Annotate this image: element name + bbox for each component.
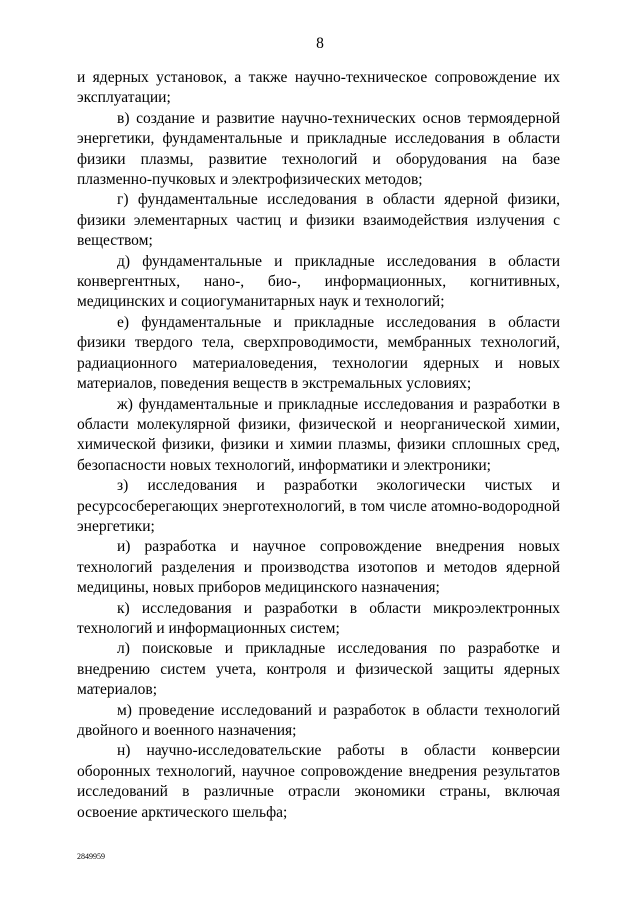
paragraph-continuation: и ядерных установок, а также научно-техническое сопровождение их эксплуатации; [77, 69, 560, 107]
paragraph-item-m: м) проведение исследований и разработок в области технологий двойного и военного назначения; [77, 701, 560, 739]
paragraph-item-e: е) фундаментальные и прикладные исследования в области физики твердого тела, сверхпроводимости, мембранных технологий, радиационного материаловедения, технологии ядерных и новых материалов, поведения веществ в экстремальных условиях; [77, 313, 560, 393]
document-body [77, 68, 560, 823]
page-number: 8 [316, 35, 324, 52]
paragraph-item-z: з) исследования и разработки экологически чистых и ресурсосберегающих энерготехнологий, в том числе атомно-водородной энергетики; [77, 477, 560, 535]
paragraph-item-d: д) фундаментальные и прикладные исследования в области конвергентных, нано-, био-, информационных, когнитивных, медицинских и социогуманитарных наук и технологий; [77, 252, 560, 311]
paragraph-item-v: в) создание и развитие научно-технических основ термоядерной энергетики, фундаментальные и прикладные исследования в области физики плазмы, развитие технологий и оборудования на базе плазменно-пучковых и электрофизических методов; [77, 109, 560, 189]
paragraph-item-i: и) разработка и научное сопровождение внедрения новых технологий разделения и производства изотопов и методов ядерной медицины, новых приборов медицинского назначения; [77, 538, 560, 597]
paragraph-item-g: г) фундаментальные исследования в области ядерной физики, физики элементарных частиц и физики взаимодействия излучения с веществом; [77, 191, 560, 250]
document-code: 2849959 [77, 852, 105, 861]
paragraph-item-zh: ж) фундаментальные и прикладные исследования и разработки в области молекулярной физики, физической и неорганической химии, химической физики, физики и химии плазмы, физики сплошных сред, безопасности новых технологий, информатики и электроники; [77, 395, 560, 474]
paragraph-item-k: к) исследования и разработки в области микроэлектронных технологий и информационных систем; [77, 599, 560, 637]
paragraph-item-n: н) научно-исследовательские работы в области конверсии оборонных технологий, научное сопровождение внедрения результатов исследований в различные отрасли экономики страны, включая освоение арктического шельфа; [77, 742, 560, 821]
paragraph-item-l: л) поисковые и прикладные исследования по разработке и внедрению систем учета, контроля и физической защиты ядерных материалов; [77, 640, 560, 699]
